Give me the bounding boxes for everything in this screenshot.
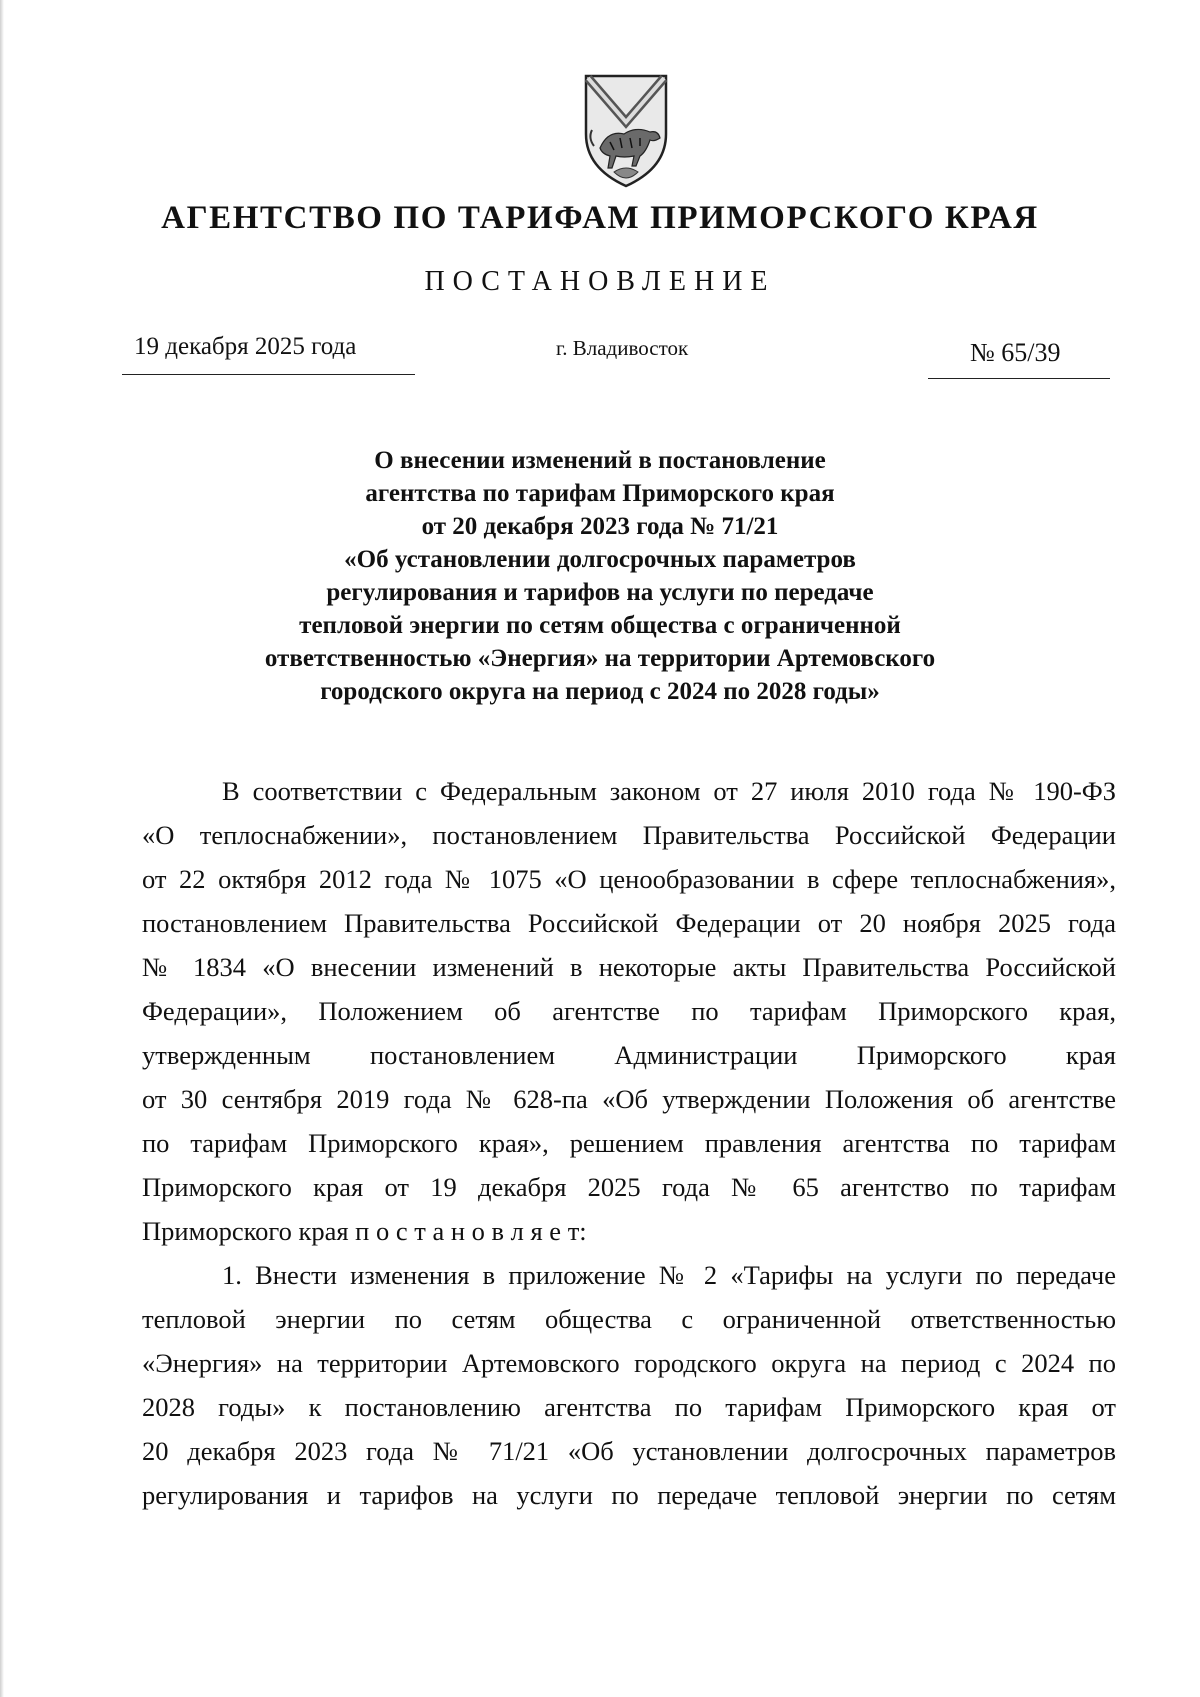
- agency-title: АГЕНТСТВО ПО ТАРИФАМ ПРИМОРСКОГО КРАЯ: [161, 200, 1039, 236]
- item-1-line: регулирования и тарифов на услуги по передаче тепловой энергии по сетям: [142, 1480, 1116, 1510]
- preamble-line: от 22 октября 2012 года № 1075 «О ценообразовании в сфере теплоснабжения»,: [142, 864, 1116, 894]
- preamble-line: Федерации», Положением об агентстве по тарифам Приморского края,: [142, 996, 1116, 1026]
- document-number: № 65/39: [970, 338, 1061, 367]
- preamble-line: № 1834 «О внесении изменений в некоторые акты Правительства Российской: [142, 952, 1116, 982]
- preamble-line: Приморского края п о с т а н о в л я е т:: [142, 1216, 587, 1246]
- preamble-line: Приморского края от 19 декабря 2025 года № 65 агентство по тарифам: [142, 1172, 1116, 1202]
- document-city: г. Владивосток: [556, 336, 689, 360]
- subject-line: от 20 декабря 2023 года № 71/21: [421, 513, 779, 540]
- preamble-line: от 30 сентября 2019 года № 628-па «Об утверждении Положения об агентстве: [142, 1084, 1116, 1114]
- subject-line: агентства по тарифам Приморского края: [365, 480, 835, 507]
- item-1-line: тепловой энергии по сетям общества с ограниченной ответственностью: [142, 1304, 1116, 1334]
- preamble-line: В соответствии с Федеральным законом от 27 июля 2010 года № 190-ФЗ: [222, 776, 1116, 806]
- document-type-heading: ПОСТАНОВЛЕНИЕ: [424, 266, 776, 297]
- date-underline: [122, 374, 415, 375]
- document-subject: [200, 444, 1000, 708]
- scan-edge-shadow: [0, 0, 4, 1697]
- preamble-line: по тарифам Приморского края», решением правления агентства по тарифам: [142, 1128, 1116, 1158]
- subject-line: «Об установлении долгосрочных параметров: [344, 546, 856, 573]
- subject-line: регулирования и тарифов на услуги по передаче: [326, 579, 874, 606]
- primorsky-krai-coat-of-arms-icon: [580, 72, 672, 192]
- item-1-line: «Энергия» на территории Артемовского городского округа на период с 2024 по: [142, 1348, 1116, 1378]
- item-1-line: 20 декабря 2023 года № 71/21 «Об установлении долгосрочных параметров: [142, 1436, 1116, 1466]
- document-date: 19 декабря 2025 года: [134, 333, 357, 360]
- subject-line: ответственностью «Энергия» на территории Артемовского: [264, 645, 936, 672]
- subject-line: городского округа на период с 2024 по 2028 годы»: [320, 678, 880, 705]
- preamble-line: утвержденным постановлением Администрации Приморского края: [142, 1040, 1116, 1070]
- item-1-line: 2028 годы» к постановлению агентства по тарифам Приморского края от: [142, 1392, 1116, 1422]
- subject-line: О внесении изменений в постановление: [374, 447, 826, 474]
- preamble-line: постановлением Правительства Российской Федерации от 20 ноября 2025 года: [142, 908, 1116, 938]
- preamble-line: «О теплоснабжении», постановлением Правительства Российской Федерации: [142, 820, 1116, 850]
- item-1-line: 1. Внести изменения в приложение № 2 «Тарифы на услуги по передаче: [222, 1260, 1116, 1290]
- subject-line: тепловой энергии по сетям общества с ограниченной: [299, 612, 901, 639]
- number-underline: [928, 378, 1110, 379]
